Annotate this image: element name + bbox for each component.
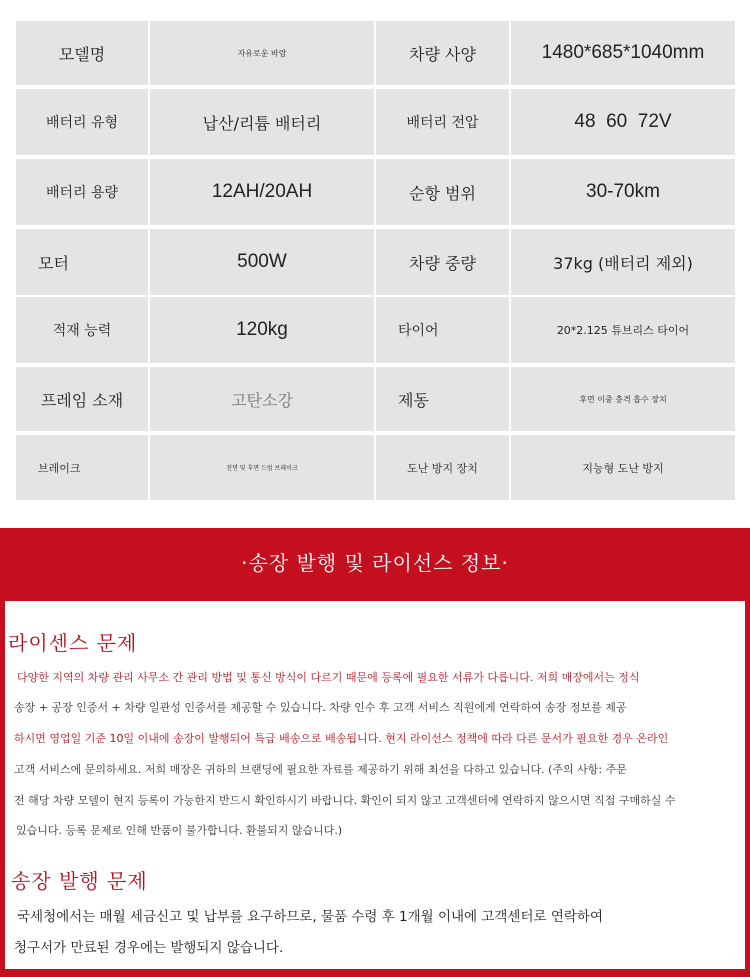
spec-label: 배터리 전압 xyxy=(376,89,509,155)
spec-label: 차량 사양 xyxy=(376,21,509,85)
spec-label: 타이어 xyxy=(376,297,509,363)
paragraph-line: 전 해당 차량 모델이 현지 등록이 가능한지 반드시 확인하시기 바랍니다. 확인이 되지 않고 고객센터에 연락하지 않으시면 직접 구매하실 수 xyxy=(14,794,676,807)
spec-value: 20*2.125 튜브리스 타이어 xyxy=(511,297,735,363)
spec-label: 모터 xyxy=(16,229,148,295)
spec-value: 후면 이중 충격 흡수 장치 xyxy=(511,367,735,431)
license-paragraph xyxy=(14,669,734,839)
spec-label: 모델명 xyxy=(16,21,148,85)
paragraph-line: 있습니다. 등록 문제로 인해 반품이 불가합니다. 환불되지 않습니다.) xyxy=(16,824,343,837)
spec-value: 고탄소강 xyxy=(150,367,374,431)
paragraph-line: 청구서가 만료된 경우에는 발행되지 않습니다. xyxy=(14,940,284,956)
spec-value: 1480*685*1040mm xyxy=(511,21,735,85)
paragraph-line: 고객 서비스에 문의하세요. 저희 매장은 귀하의 브랜딩에 필요한 자료를 제공하기 위해 최선을 다하고 있습니다. (주의 사항: 주문 xyxy=(14,763,627,776)
spec-label: 프레임 소재 xyxy=(16,367,148,431)
spec-label: 배터리 용량 xyxy=(16,159,148,225)
paragraph-line: 하시면 영업일 기준 10일 이내에 송장이 발행되어 특급 배송으로 배송됩니다. 현지 라이선스 정책에 따라 다른 문서가 필요한 경우 온라인 xyxy=(14,732,669,745)
paragraph-line: 다양한 지역의 차량 관리 사무소 간 관리 방법 및 통신 방식이 다르기 때문에 등록에 필요한 서류가 다릅니다. 저희 매장에서는 정식 xyxy=(17,671,640,684)
paragraph-line: 송장 + 공장 인증서 + 차량 일관성 인증서를 제공할 수 있습니다. 차량 인수 후 고객 서비스 직원에게 연락하여 송장 정보를 제공 xyxy=(14,701,627,714)
spec-value: 전면 및 후면 드럼 브레이크 xyxy=(150,435,374,500)
spec-value: 120kg xyxy=(150,297,374,363)
spec-value: 12AH/20AH xyxy=(150,159,374,225)
spec-label: 차량 중량 xyxy=(376,229,509,295)
license-title: 라이센스 문제 xyxy=(8,631,138,655)
invoice-title: 송장 발행 문제 xyxy=(11,869,148,893)
spec-label: 브레이크 xyxy=(16,435,148,500)
paragraph-line: 국세청에서는 매월 세금신고 및 납부를 요구하므로, 물품 수령 후 1개월 이내에 고객센터로 연락하여 xyxy=(17,909,604,925)
spec-label: 배터리 유형 xyxy=(16,89,148,155)
spec-value: 37kg (배터리 제외) xyxy=(511,229,735,295)
spec-label: 제동 xyxy=(376,367,509,431)
spec-label: 적재 능력 xyxy=(16,297,148,363)
spec-label: 도난 방지 장치 xyxy=(376,435,509,500)
spec-value: 500W xyxy=(150,229,374,295)
spec-value: 자유로운 바람 xyxy=(150,21,374,85)
spec-label: 순항 범위 xyxy=(376,159,509,225)
spec-value: 48 60 72V xyxy=(511,89,735,155)
info-panel xyxy=(5,601,745,969)
store-watermark: shop4110309174666.1688.com xyxy=(363,933,728,958)
spec-value: 지능형 도난 방지 xyxy=(511,435,735,500)
spec-value: 30-70km xyxy=(511,159,735,225)
section-title: ·송장 발행 및 라이선스 정보· xyxy=(241,551,509,575)
spec-value: 납산/리튬 배터리 xyxy=(150,89,374,155)
